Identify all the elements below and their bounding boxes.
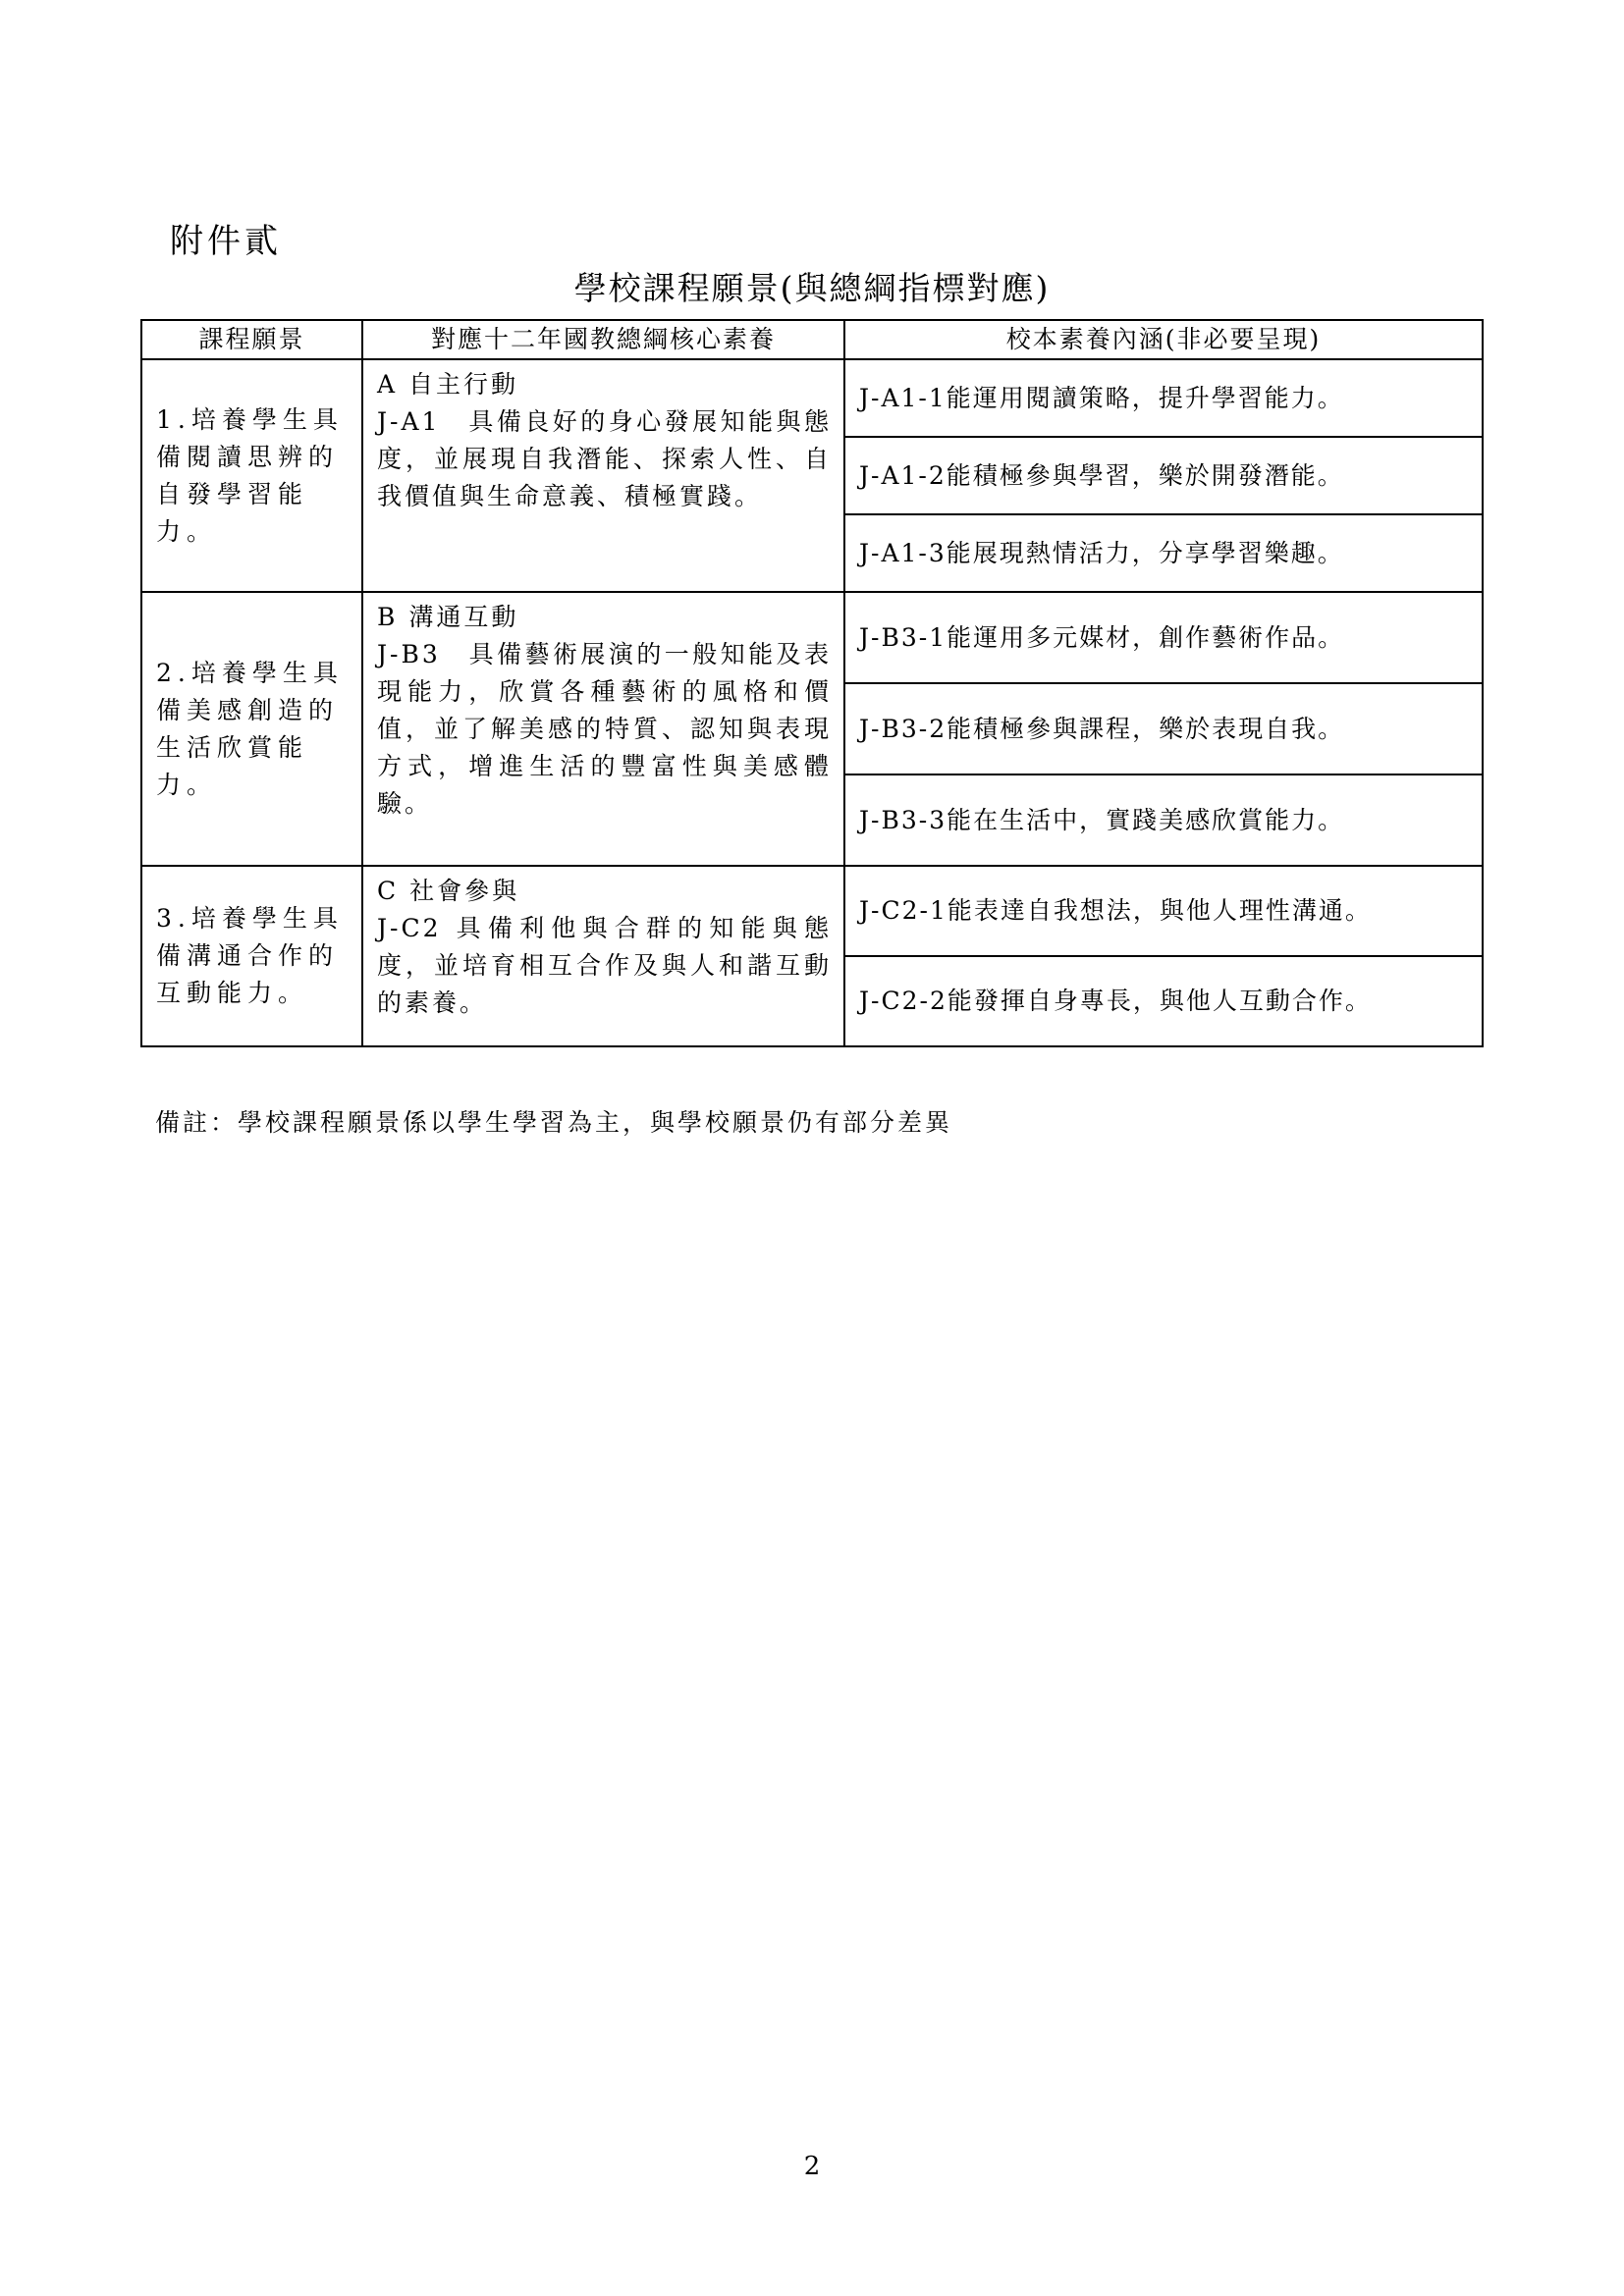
table-row <box>141 592 1483 683</box>
attachment-label: 附件貳 <box>170 222 282 261</box>
competency-item: J-A1-2能積極參與學習，樂於開發潛能。 <box>844 437 1483 514</box>
curriculum-vision-table <box>140 319 1484 1047</box>
core-heading: A 自主行動 <box>377 370 519 399</box>
core-competency-cell <box>362 592 844 866</box>
header-vision: 課程願景 <box>141 320 362 359</box>
header-core-competency: 對應十二年國教總綱核心素養 <box>362 320 844 359</box>
competency-item: J-B3-1能運用多元媒材，創作藝術作品。 <box>844 592 1483 683</box>
core-competency-cell <box>362 866 844 1046</box>
core-description: J-A1 具備良好的身心發展知能與態度，並展現自我潛能、探索人性、自我價值與生命意義、積極實踐。 <box>377 407 832 510</box>
document-title: 學校課程願景(與總綱指標對應) <box>573 269 1051 307</box>
competency-item: J-A1-3能展現熱情活力，分享學習樂趣。 <box>844 514 1483 592</box>
competency-item: J-C2-1能表達自我想法，與他人理性溝通。 <box>844 866 1483 956</box>
core-heading: C 社會參與 <box>377 877 520 905</box>
competency-item: J-B3-2能積極參與課程，樂於表現自我。 <box>844 683 1483 774</box>
header-school-competency: 校本素養內涵(非必要呈現) <box>844 320 1483 359</box>
competency-item: J-B3-3能在生活中，實踐美感欣賞能力。 <box>844 774 1483 866</box>
vision-cell: 2.培養學生具備美感創造的生活欣賞能力。 <box>141 592 362 866</box>
vision-cell: 3.培養學生具備溝通合作的互動能力。 <box>141 866 362 1046</box>
core-description: J-B3 具備藝術展演的一般知能及表現能力，欣賞各種藝術的風格和價值，並了解美感的特質、認知與表現方式，增進生活的豐富性與美感體驗。 <box>377 640 832 818</box>
competency-item: J-A1-1能運用閱讀策略，提升學習能力。 <box>844 359 1483 437</box>
core-description: J-C2 具備利他與合群的知能與態度，並培育相互合作及與人和諧互動的素養。 <box>377 914 832 1017</box>
table-row <box>141 866 1483 956</box>
competency-item: J-C2-2能發揮自身專長，與他人互動合作。 <box>844 956 1483 1046</box>
vision-cell: 1.培養學生具備閱讀思辨的自發學習能力。 <box>141 359 362 592</box>
page-number: 2 <box>803 2152 821 2181</box>
core-heading: B 溝通互動 <box>377 603 519 631</box>
core-competency-cell <box>362 359 844 592</box>
remark-note: 備註：學校課程願景係以學生學習為主，與學校願景仍有部分差異 <box>155 1108 953 1137</box>
table-row <box>141 359 1483 437</box>
table-header-row <box>141 320 1483 359</box>
